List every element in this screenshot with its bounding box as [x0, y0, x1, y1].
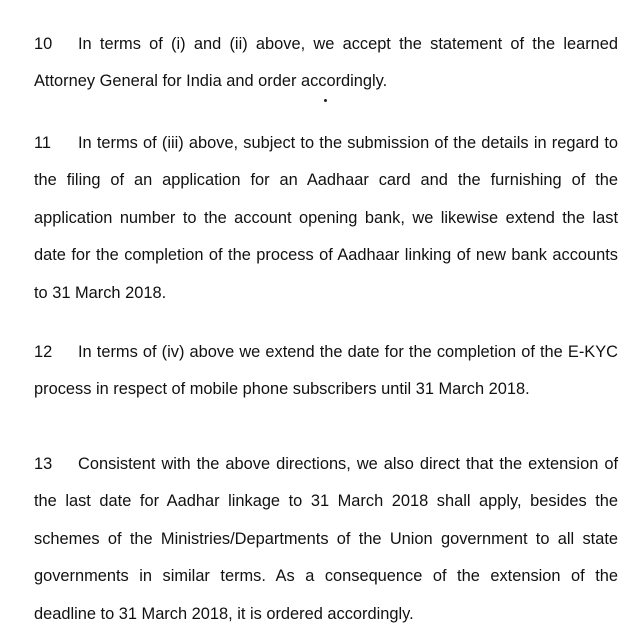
paragraph-number: 11 — [34, 134, 52, 152]
paragraph-12 — [34, 334, 618, 409]
paragraph-number: 12 — [34, 343, 53, 361]
paragraph-13 — [34, 446, 618, 633]
paragraph-text: Consistent with the above directions, we also direct that the extension of the last date for Aadhar linkage to 31 March 2018 shall apply, besides the schemes of the Ministries/Departments of the Union government to all state governments in similar terms. As a consequence of the extension of the deadline to 31 March 2018, it is ordered accordingly. — [34, 455, 618, 623]
paragraph-number: 10 — [34, 35, 53, 53]
paragraph-text: In terms of (iii) above, subject to the submission of the details in regard to the filing of an application for an Aadhaar card and the furnishing of the application number to the account opening bank, we likewise extend the last date for the completion of the process of Aadhaar linking of new bank accounts to 31 March 2018. — [34, 134, 618, 302]
paragraph-text: In terms of (iv) above we extend the date for the completion of the E-KYC process in respect of mobile phone subscribers until 31 March 2018. — [34, 343, 618, 399]
paragraph-number: 13 — [34, 455, 53, 473]
scan-speck — [324, 99, 327, 102]
paragraph-10 — [34, 26, 618, 101]
paragraph-text: In terms of (i) and (ii) above, we accept the statement of the learned Attorney General for India and order accordingly. — [34, 35, 618, 91]
paragraph-11 — [34, 125, 618, 312]
